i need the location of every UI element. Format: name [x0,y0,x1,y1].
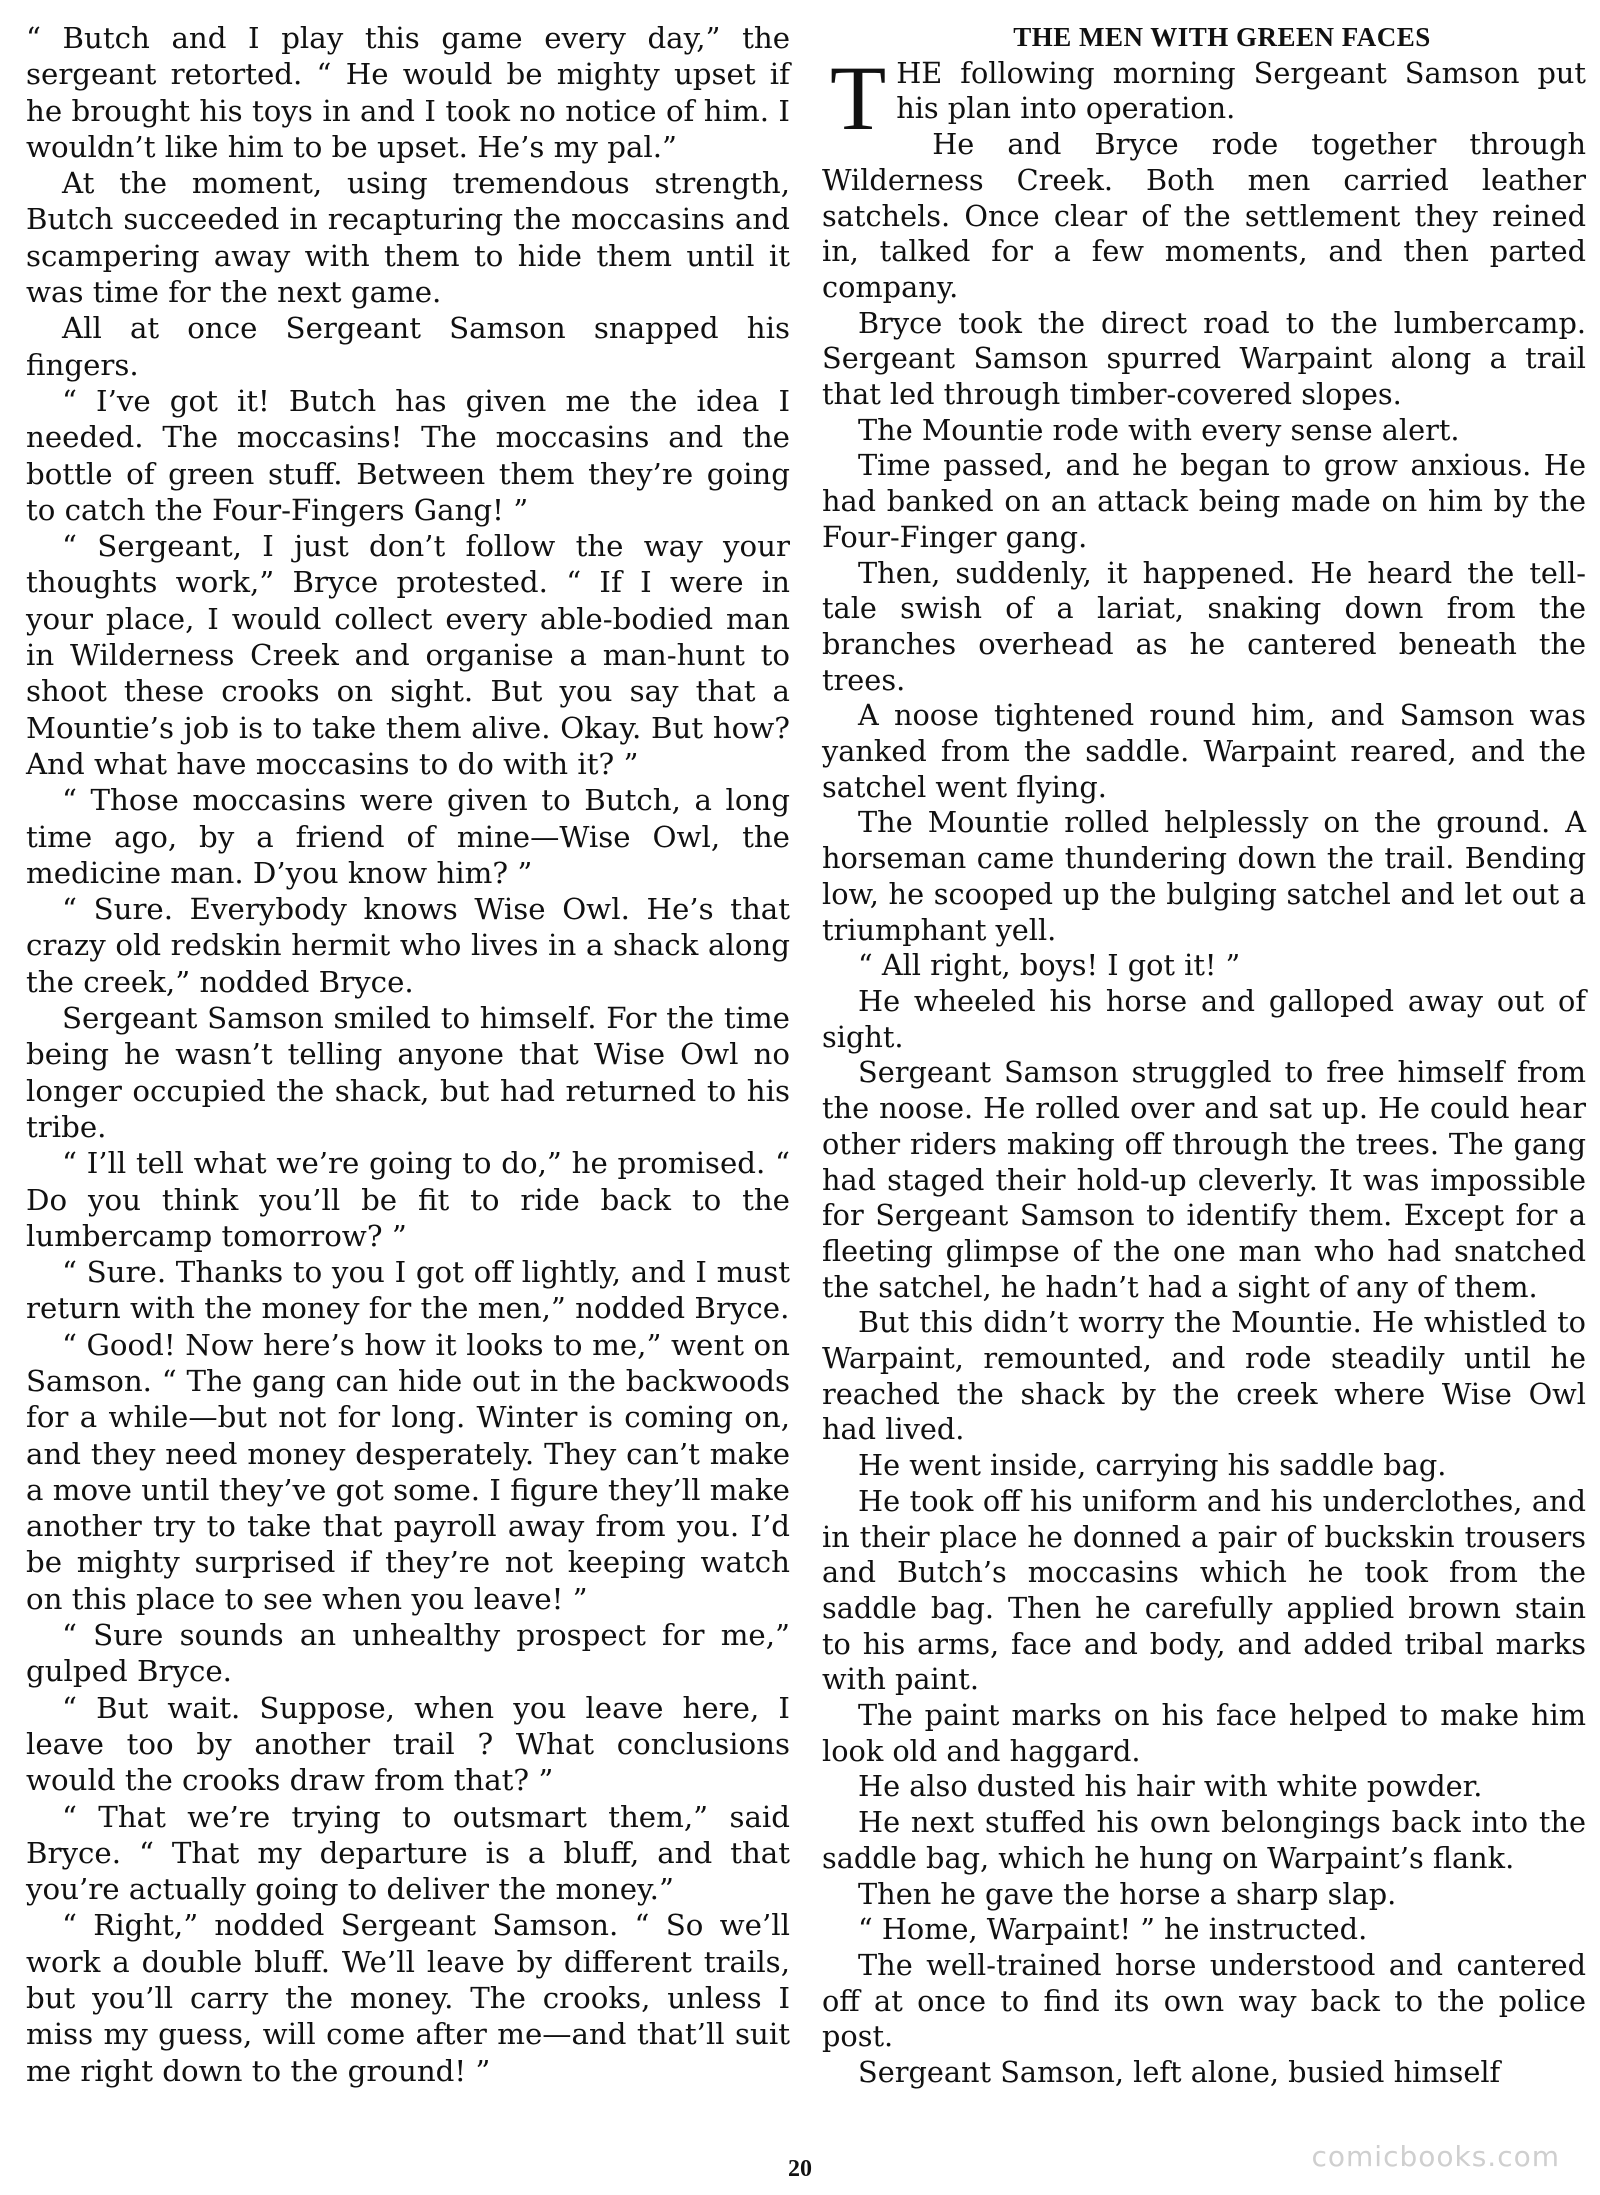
page-number: 20 [788,2156,812,2182]
paragraph: The paint marks on his face helped to make him look old and haggard. [822,1698,1586,1768]
paragraph: “ Sure sounds an unhealthy prospect for me,” gulped Bryce. [26,1618,790,1689]
paragraph: “ That we’re trying to outsmart them,” said Bryce. “ That my departure is a bluff, and that you’re actually going to deliver the money.” [26,1799,790,1907]
paragraph: He and Bryce rode together through Wilderness Creek. Both men carried leather satchels. Once clear of the settlement they reined in, talked for a few moments, and then parted company. [822,127,1586,304]
paragraph: “ Sergeant, I just don’t follow the way your thoughts work,” Bryce protested. “ If I were in your place, I would collect every able-bodied man in Wilderness Creek and organise a man-hunt to shoot these crooks on sight. But you say that a Mountie’s job is to take them alive. Okay. But how? And what have moccasins to do with it? ” [26,529,790,781]
paragraph: “ Those moccasins were given to Butch, a long time ago, by a friend of mine—Wise Owl, the medicine man. D’you know him? ” [26,783,790,890]
paragraph: “ But wait. Suppose, when you leave here, I leave too by another trail ? What conclusions would the crooks draw from that? ” [26,1690,790,1798]
right-column [822,20,1586,2091]
paragraph: “ Sure. Thanks to you I got off lightly, and I must return with the money for the men,” nodded Bryce. [26,1255,790,1326]
paragraph: “ Good! Now here’s how it looks to me,” went on Samson. “ The gang can hide out in the backwoods for a while—but not for long. Winter is coming on, and they need money desperately. They can’t make a move until they’ve got some. I figure they’ll make another try to take that payroll away from you. I’d be mighty surprised if they’re not keeping watch on this place to see when you leave! ” [26,1327,790,1616]
paragraph: At the moment, using tremendous strength, Butch succeeded in recapturing the moccasins and scampering away with them to hide them until it was time for the next game. [26,166,790,310]
paragraph: Sergeant Samson struggled to free himself from the noose. He rolled over and sat up. He could hear other riders making off through the trees. The gang had staged their hold-up cleverly. It was impossible for Sergeant Samson to identify them. Except for a fleeting glimpse of the one man who had snatched the satchel, he hadn’t had a sight of any of them. [822,1055,1586,1304]
paragraph: The well-trained horse understood and cantered off at once to find its own way back to the police post. [822,1947,1586,2054]
opening-text: HE following morning Sergeant Samson put his plan into operation. [896,55,1586,126]
paragraph: “ I’ve got it! Butch has given me the idea I needed. The moccasins! The moccasins and the bottle of green stuff. Between them they’re going to catch the Four-Fingers Gang! ” [26,383,790,527]
paragraph: “ All right, boys! I got it! ” [858,948,1241,983]
section-heading: THE MEN WITH GREEN FACES [1013,22,1431,52]
paragraph: The Mountie rode with every sense alert. [858,412,1460,447]
paragraph: A noose tightened round him, and Samson was yanked from the saddle. Warpaint reared, and the satchel went flying. [822,698,1586,804]
paragraph: Then he gave the horse a sharp slap. [858,1876,1397,1911]
opening-paragraph [822,46,1586,149]
paragraph: Bryce took the direct road to the lumbercamp. Sergeant Samson spurred Warpaint along a trail that led through timber-covered slopes. [822,305,1586,412]
drop-cap: T [830,46,887,149]
paragraph: “ Home, Warpaint! ” he instructed. [858,1912,1368,1947]
paragraph: “ I’ll tell what we’re going to do,” he promised. “ Do you think you’ll be fit to ride back to the lumbercamp tomorrow? ” [26,1146,790,1253]
paragraph: He took off his uniform and his underclothes, and in their place he donned a pair of buckskin trousers and Butch’s moccasins which he took from the saddle bag. Then he carefully applied brown stain to his arms, face and body, and added tribal marks with paint. [822,1483,1586,1697]
paragraph: “ Butch and I play this game every day,” the sergeant retorted. “ He would be mighty upset if he brought his toys in and I took no notice of him. I wouldn’t like him to be upset. He’s my pal.” [26,21,790,164]
paragraph: Sergeant Samson smiled to himself. For the time being he wasn’t telling anyone that Wise Owl no longer occupied the shack, but had returned to his tribe. [26,1001,790,1144]
paragraph: All at once Sergeant Samson snapped his fingers. [26,311,790,382]
paragraph: Time passed, and he began to grow anxious. He had banked on an attack being made on him by the Four-Finger gang. [822,448,1586,554]
left-column [26,20,790,2089]
paragraph: But this didn’t worry the Mountie. He whistled to Warpaint, remounted, and rode steadily until he reached the shack by the creek where Wise Owl had lived. [822,1305,1586,1447]
paragraph: Sergeant Samson, left alone, busied himself [858,2055,1501,2090]
paragraph: “ Sure. Everybody knows Wise Owl. He’s that crazy old redskin hermit who lives in a shack along the creek,” nodded Bryce. [26,892,790,999]
watermark: comicbooks.com [1311,2140,1560,2173]
paragraph: He also dusted his hair with white powder. [858,1769,1483,1804]
paragraph: He went inside, carrying his saddle bag. [858,1448,1447,1483]
paragraph: He wheeled his horse and galloped away out of sight. [822,983,1586,1054]
paragraph: The Mountie rolled helplessly on the ground. A horseman came thundering down the trail. Bending low, he scooped up the bulging satchel and let out a triumphant yell. [822,805,1586,947]
paragraph: Then, suddenly, it happened. He heard the tell-tale swish of a lariat, snaking down from the branches overhead as he cantered beneath the trees. [822,555,1586,697]
paragraph: He next stuffed his own belongings back into the saddle bag, which he hung on Warpaint’s flank. [822,1805,1586,1875]
paragraph: “ Right,” nodded Sergeant Samson. “ So we’ll work a double bluff. We’ll leave by different trails, but you’ll carry the money. The crooks, unless I miss my guess, will come after me—and that’ll suit me right down to the ground! ” [26,1908,790,2088]
